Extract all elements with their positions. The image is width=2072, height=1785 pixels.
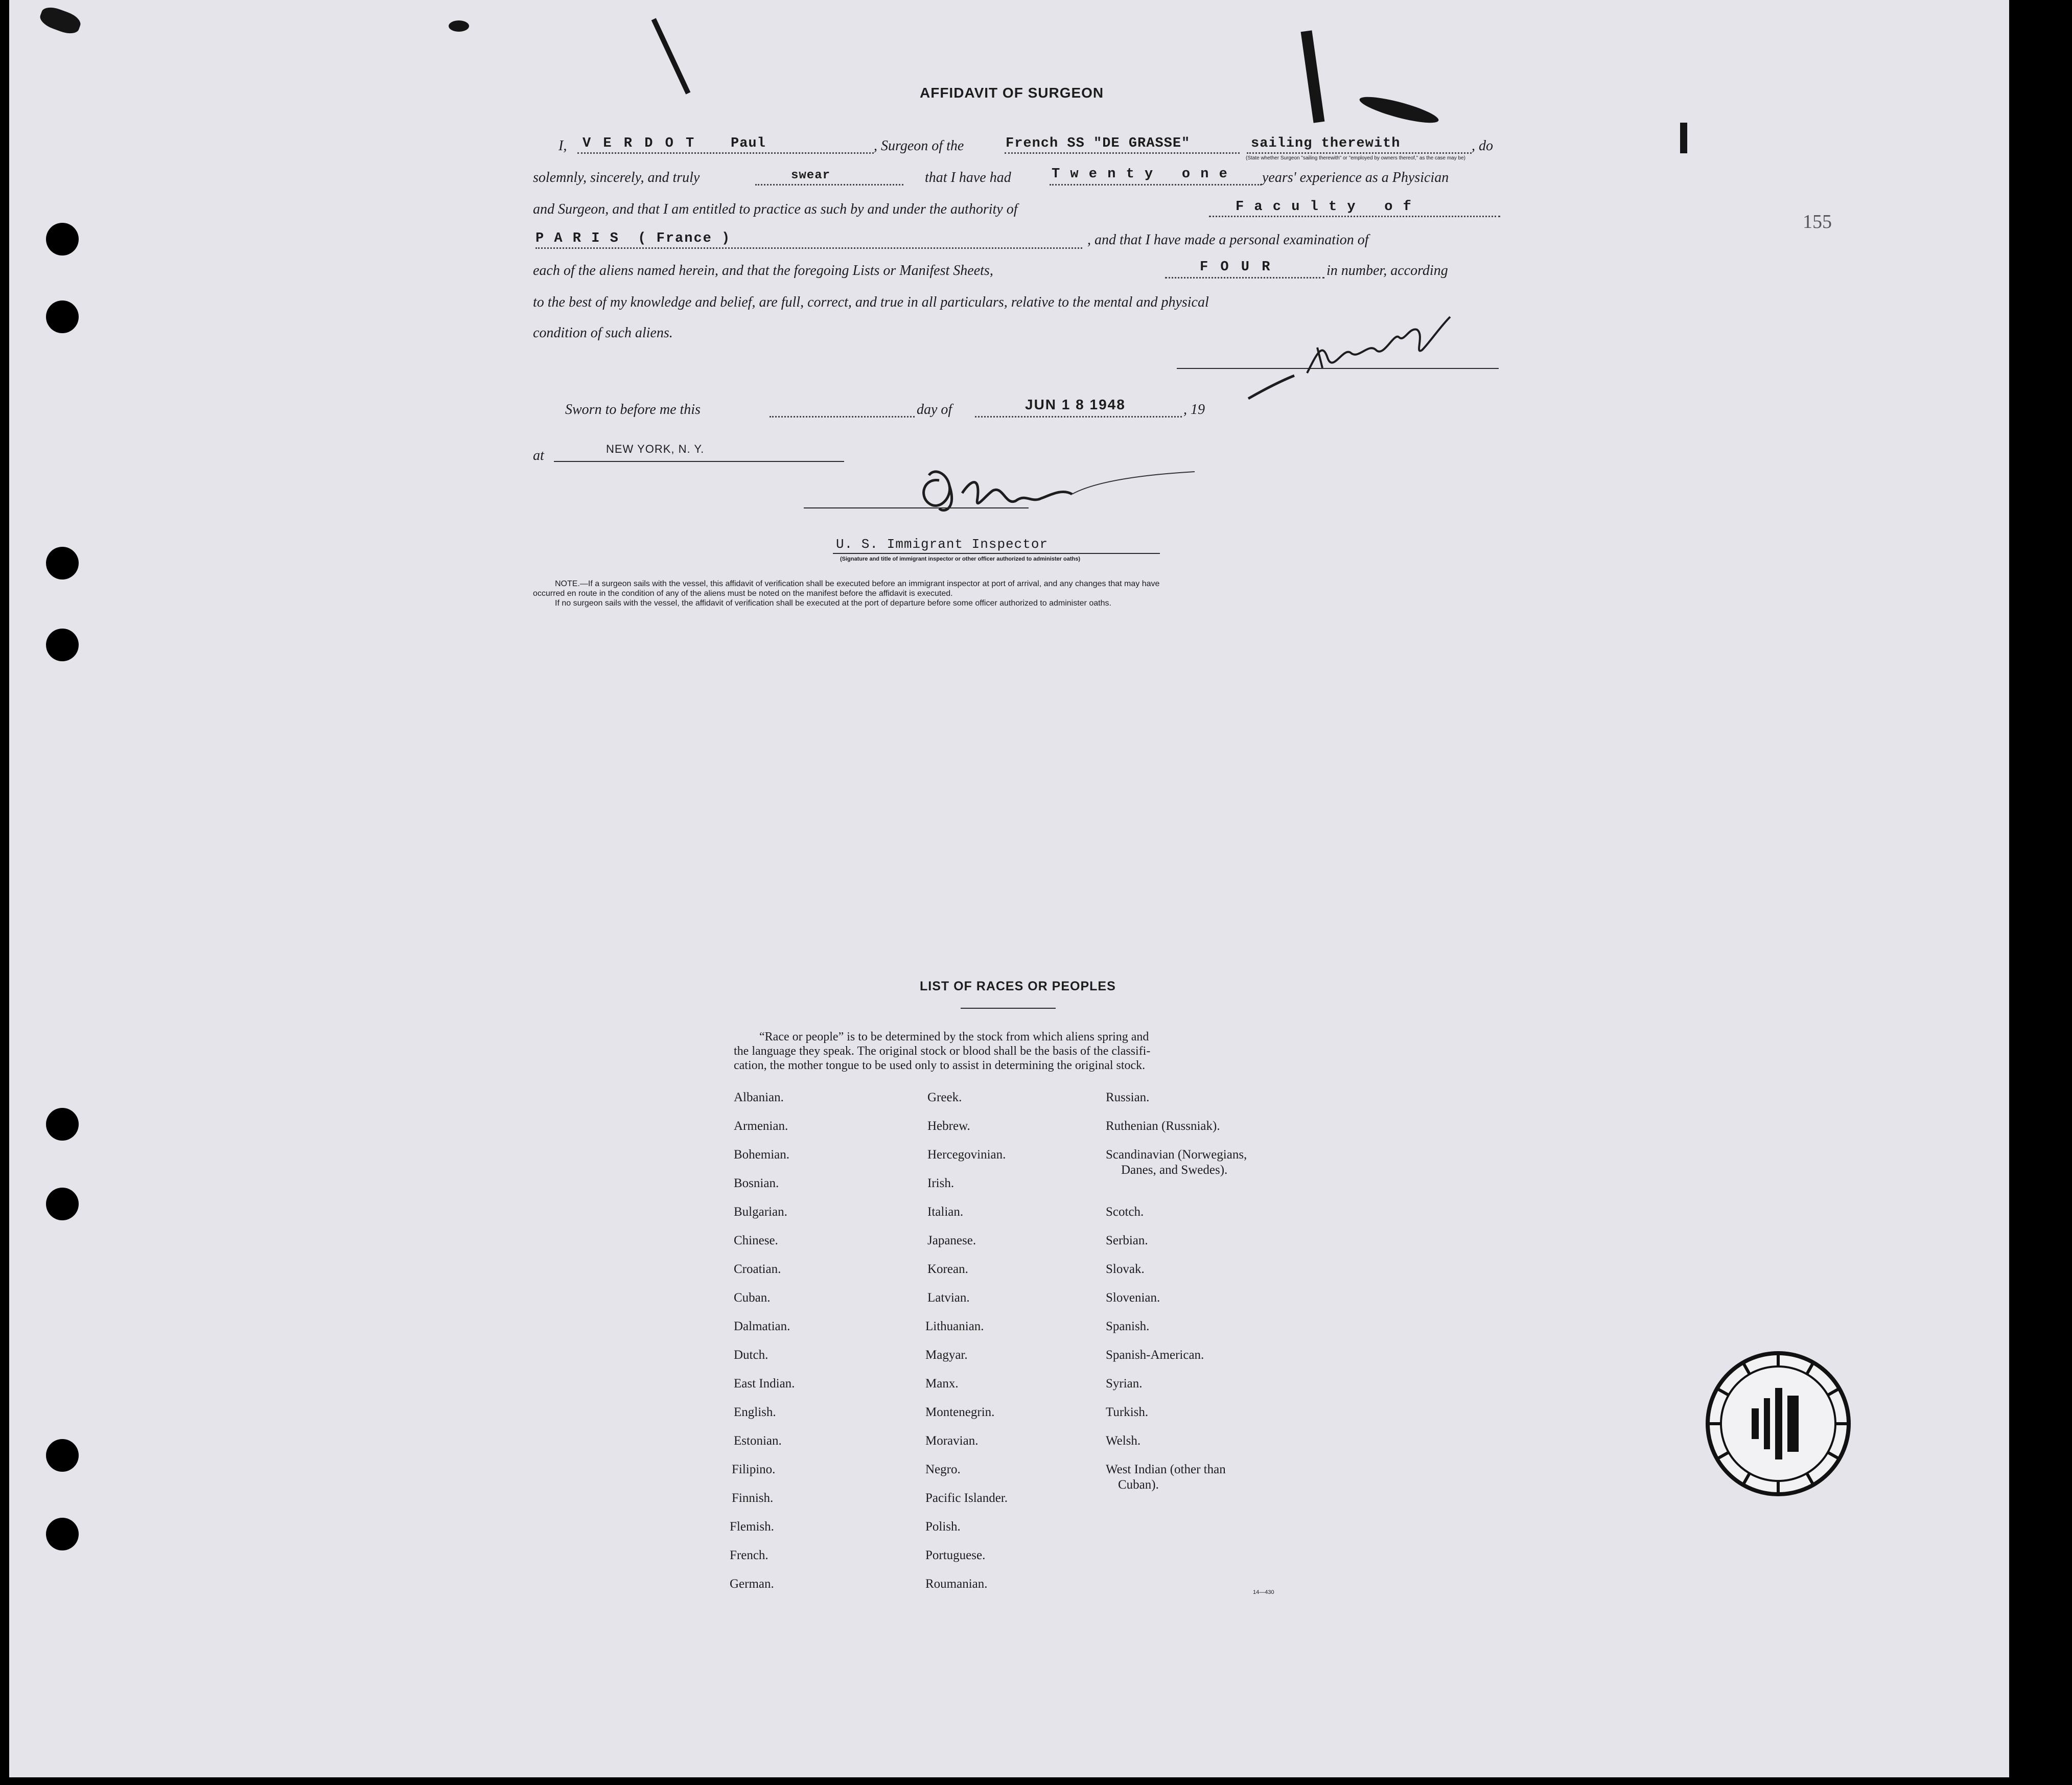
race-item: Filipino. [732, 1463, 776, 1476]
text-years: years' experience as a Physician [1262, 170, 1449, 186]
authority-line-1 [1209, 216, 1500, 217]
surgeon-first-name: Paul [731, 136, 766, 151]
form-number: 14—430 [1253, 1589, 1274, 1595]
years-line [1050, 184, 1262, 186]
race-item: English. [734, 1405, 776, 1419]
authority-value-1: F a c u l t y o f [1236, 199, 1412, 215]
capacity-line [1247, 152, 1472, 154]
race-item: Spanish. [1106, 1319, 1150, 1333]
text-do: , do [1472, 138, 1493, 154]
text-had: that I have had [925, 170, 1011, 186]
race-item: Cuban. [734, 1291, 771, 1305]
affidavit-note-1: NOTE.—If a surgeon sails with the vessel, this affidavit of verification shall be executed before an immigrant inspector at port of arrival, and any changes that may have [555, 579, 1160, 588]
race-item: Slovak. [1106, 1262, 1145, 1276]
race-item: Korean. [927, 1262, 968, 1276]
race-item: Syrian. [1106, 1377, 1143, 1390]
race-item: Welsh. [1106, 1434, 1141, 1448]
inspector-signature-line [804, 507, 1029, 508]
vessel-line [1005, 152, 1240, 154]
race-item: Spanish-American. [1106, 1348, 1204, 1362]
race-item: Polish. [925, 1520, 961, 1534]
binder-hole [46, 1439, 79, 1472]
race-item: Italian. [927, 1205, 964, 1219]
races-title-rule [961, 1008, 1056, 1009]
place-line [554, 461, 844, 462]
race-item: Montenegrin. [925, 1405, 995, 1419]
races-intro-1: “Race or people” is to be determined by the stock from which aliens spring and [759, 1030, 1149, 1044]
text-surgeon-of: , Surgeon of the [874, 138, 964, 154]
binder-hole [46, 1518, 79, 1550]
scan-smudge [449, 20, 469, 32]
race-item: Hercegovinian. [927, 1148, 1006, 1162]
race-item: French. [730, 1548, 769, 1562]
binder-hole [46, 300, 79, 333]
race-item: Greek. [927, 1091, 962, 1104]
scan-smudge [1680, 123, 1687, 153]
manifest-page [9, 0, 2009, 1777]
race-item: Dutch. [734, 1348, 769, 1362]
oath-word: swear [791, 169, 831, 182]
received-date-stamp [1702, 1347, 1855, 1500]
sheet-count-line [1165, 277, 1324, 279]
race-item: Irish. [927, 1176, 954, 1190]
race-item: Manx. [925, 1377, 959, 1390]
race-item: Japanese. [927, 1234, 976, 1247]
text-each: each of the aliens named herein, and that the foregoing Lists or Manifest Sheets, [533, 263, 993, 279]
race-item: West Indian (other than [1106, 1463, 1226, 1476]
binder-hole [46, 1108, 79, 1141]
text-and-surgeon: and Surgeon, and that I am entitled to practice as such by and under the authority of [533, 201, 1018, 217]
race-item: Portuguese. [925, 1548, 986, 1562]
text-solemnly: solemnly, sincerely, and truly [533, 170, 700, 186]
surgeon-name-line [577, 152, 874, 154]
inspector-title-line [833, 553, 1160, 554]
race-item: Moravian. [925, 1434, 979, 1448]
affidavit-note-3: If no surgeon sails with the vessel, the affidavit of verification shall be executed at the port of departure before some officer authorized to administer oaths. [555, 599, 1111, 608]
inspector-title: U. S. Immigrant Inspector [836, 537, 1049, 552]
scan-smudge [651, 18, 691, 94]
race-item: Hebrew. [927, 1119, 970, 1133]
text-condition: condition of such aliens. [533, 325, 673, 341]
race-item: Serbian. [1106, 1234, 1148, 1247]
surgeon-signature [1246, 312, 1460, 404]
binder-hole [46, 547, 79, 579]
race-item: Armenian. [734, 1119, 788, 1133]
race-item: Roumanian. [925, 1577, 988, 1591]
race-item: Albanian. [734, 1091, 784, 1104]
inspector-caption: (Signature and title of immigrant inspector or other officer authorized to administer oaths) [840, 556, 1080, 562]
years-value: T w e n t y o n e [1052, 167, 1228, 182]
race-item: Pacific Islander. [925, 1491, 1008, 1505]
text-day-of: day of [917, 402, 952, 418]
race-item: East Indian. [734, 1377, 795, 1390]
race-item: German. [730, 1577, 774, 1591]
text-sworn: Sworn to before me this [565, 402, 701, 418]
race-item: Estonian. [734, 1434, 782, 1448]
race-item: Latvian. [927, 1291, 970, 1305]
inspector-signature [909, 457, 1205, 519]
capacity-value: sailing therewith [1251, 136, 1401, 151]
page-number: 155 [1803, 211, 1832, 233]
races-intro-3: cation, the mother tongue to be used only to assist in determining the original stock. [734, 1059, 1146, 1072]
race-item: Russian. [1106, 1091, 1150, 1104]
race-item: Danes, and Swedes). [1121, 1163, 1228, 1177]
place-value: NEW YORK, N. Y. [606, 443, 705, 455]
text-i: I, [558, 138, 567, 154]
race-item: Scotch. [1106, 1205, 1144, 1219]
sworn-day-line [770, 416, 915, 418]
affidavit-title: AFFIDAVIT OF SURGEON [920, 85, 1104, 101]
race-item: Negro. [925, 1463, 961, 1476]
race-item: Lithuanian. [925, 1319, 984, 1333]
binder-hole [46, 223, 79, 256]
text-at: at [533, 448, 544, 463]
race-item: Slovenian. [1106, 1291, 1160, 1305]
race-item: Bohemian. [734, 1148, 790, 1162]
text-number: in number, according [1326, 263, 1448, 279]
race-item: Croatian. [734, 1262, 781, 1276]
text-best: to the best of my knowledge and belief, are full, correct, and true in all particulars, relative to the mental and physical [533, 294, 1209, 310]
sheet-count: F O U R [1200, 260, 1272, 275]
oath-line [755, 184, 903, 186]
race-item: Cuban). [1118, 1478, 1159, 1492]
race-item: Finnish. [732, 1491, 774, 1505]
races-title: LIST OF RACES OR PEOPLES [920, 979, 1116, 993]
date-stamp: JUN 1 8 1948 [1025, 397, 1126, 412]
sworn-month-line [975, 416, 1182, 418]
race-item: Ruthenian (Russniak). [1106, 1119, 1220, 1133]
race-item: Dalmatian. [734, 1319, 790, 1333]
race-item: Scandinavian (Norwegians, [1106, 1148, 1247, 1162]
race-item: Bulgarian. [734, 1205, 787, 1219]
race-item: Bosnian. [734, 1176, 779, 1190]
binder-hole [46, 629, 79, 661]
race-item: Flemish. [730, 1520, 774, 1534]
scan-smudge [1301, 30, 1325, 123]
race-item: Chinese. [734, 1234, 778, 1247]
binder-hole [46, 1188, 79, 1220]
text-19: , 19 [1183, 402, 1205, 418]
scan-smudge [38, 4, 83, 37]
vessel-name: French SS "DE GRASSE" [1006, 136, 1191, 151]
authority-value-2: P A R I S ( France ) [536, 231, 731, 246]
capacity-note: (State whether Surgeon "sailing therewith" or "employed by owners thereof," as the case may be) [1246, 155, 1465, 161]
text-exam: , and that I have made a personal examination of [1087, 232, 1369, 248]
scan-smudge [1358, 92, 1440, 128]
surgeon-surname: V E R D O T [583, 136, 696, 151]
races-intro-2: the language they speak. The original stock or blood shall be the basis of the classifi- [734, 1045, 1151, 1058]
race-item: Turkish. [1106, 1405, 1149, 1419]
authority-line-2 [536, 247, 1082, 249]
race-item: Magyar. [925, 1348, 968, 1362]
affidavit-note-2: occurred en route in the condition of any of the aliens must be noted on the manifest before the affidavit is executed. [533, 589, 953, 598]
